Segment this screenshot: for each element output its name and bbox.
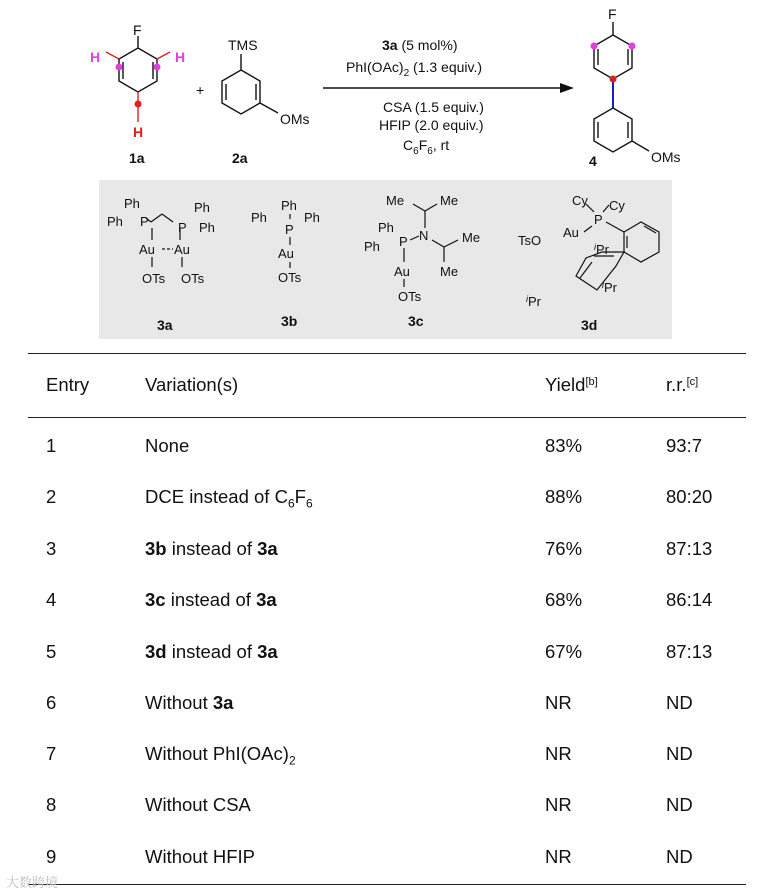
r2-top-group: TMS [228, 37, 258, 53]
cell-rr: ND [666, 794, 693, 815]
condition-additive: HFIP (2.0 equiv.) [379, 117, 484, 133]
cat3c-me: Me [440, 193, 459, 208]
table-row [28, 431, 746, 461]
table-row [28, 482, 746, 512]
cat3a-ph: Ph [199, 220, 215, 235]
cat3d-p: P [594, 212, 603, 227]
cat3d-cy: Cy [572, 193, 588, 208]
cell-variation: 3d instead of 3a [145, 641, 278, 662]
table-row [28, 585, 746, 615]
cat3a-ph: Ph [124, 196, 140, 211]
header-variation: Variation(s) [145, 374, 239, 395]
cell-entry: 7 [46, 743, 57, 764]
cell-variation: Without CSA [145, 794, 251, 815]
cell-yield: NR [545, 692, 572, 713]
cat3a-p: P [178, 220, 187, 235]
r1-h-label: H [133, 124, 144, 140]
catalyst-label-3b: 3b [281, 313, 298, 329]
condition-oxidant: $PhI(OAc)_2$ (1.3 equiv.) [346, 59, 483, 79]
cell-rr: 93:7 [666, 435, 703, 456]
cat3a-au: Au [174, 242, 190, 257]
p-substituent-label: F [608, 6, 617, 22]
condition-solvent: $C_6F_6$, rt [403, 137, 450, 157]
cell-rr: 87:13 [666, 641, 713, 662]
header-entry: Entry [46, 374, 90, 395]
cell-entry: 3 [46, 538, 57, 559]
cell-variation: DCE instead of $C_6F_6$ [145, 486, 313, 511]
cell-entry: 4 [46, 589, 57, 610]
cell-yield: 76% [545, 538, 583, 559]
compound-label-2a: 2a [232, 150, 248, 166]
compound-label-4: 4 [589, 153, 597, 169]
cell-entry: 6 [46, 692, 57, 713]
cat3b-ph: Ph [304, 210, 320, 225]
compound-label-1a: 1a [129, 150, 145, 166]
catalyst-label-3d: 3d [581, 317, 598, 333]
cat3a-ots: OTs [181, 271, 205, 286]
cell-yield: NR [545, 846, 572, 867]
cat3c-ots: OTs [398, 289, 422, 304]
cell-rr: ND [666, 743, 693, 764]
results-table [28, 0, 746, 894]
p-side-group: OMs [651, 149, 681, 165]
cell-rr: 80:20 [666, 486, 713, 507]
cat3b-ots: OTs [278, 270, 302, 285]
cell-entry: 2 [46, 486, 57, 507]
cell-yield: NR [545, 743, 572, 764]
cell-entry: 8 [46, 794, 57, 815]
cat3c-ph: Ph [364, 239, 380, 254]
table-row [28, 790, 746, 820]
header-yield: Yield[b] [545, 374, 598, 395]
cell-variation: Without $PhI(OAc)_2$ [145, 743, 296, 768]
cell-rr: ND [666, 846, 693, 867]
cat3d-au: Au [563, 225, 579, 240]
cat3a-ots: OTs [142, 271, 166, 286]
watermark: 大数跨境 [6, 875, 59, 890]
cell-rr: 86:14 [666, 589, 713, 610]
table-row [28, 842, 746, 872]
cat3d-ipr: $^i$Pr [602, 280, 617, 295]
table-header-row [28, 370, 746, 400]
cat3c-me: Me [386, 193, 405, 208]
cell-rr: ND [666, 692, 693, 713]
cat3d-tso: TsO [518, 233, 542, 248]
cat3c-p: P [399, 234, 408, 249]
cat3a-ph: Ph [107, 214, 123, 229]
header-rr: r.r.[c] [666, 374, 699, 395]
cell-variation: Without HFIP [145, 846, 255, 867]
cell-rr: 87:13 [666, 538, 713, 559]
cat3c-n: N [419, 228, 429, 243]
cell-yield: 67% [545, 641, 583, 662]
cat3c-ph: Ph [378, 220, 394, 235]
cell-yield: 88% [545, 486, 583, 507]
cell-yield: NR [545, 794, 572, 815]
cell-variation: None [145, 435, 190, 456]
cat3c-me: Me [462, 230, 481, 245]
cat3d-ipr: $^i$Pr [526, 294, 541, 309]
table-row [28, 534, 746, 564]
cat3b-ph: Ph [251, 210, 267, 225]
table-row [28, 688, 746, 718]
cat3c-me: Me [440, 264, 459, 279]
cell-entry: 5 [46, 641, 57, 662]
cell-variation: 3b instead of 3a [145, 538, 278, 559]
r1-h-label: H [90, 49, 101, 65]
table-row [28, 739, 746, 769]
cell-variation: Without 3a [145, 692, 234, 713]
condition-acid: CSA (1.5 equiv.) [383, 99, 484, 115]
cat3a-au: Au [139, 242, 155, 257]
cell-variation: 3c instead of 3a [145, 589, 277, 610]
r1-h-label: H [175, 49, 186, 65]
cell-entry: 1 [46, 435, 57, 456]
cat3d-ipr: $^i$Pr [594, 242, 609, 257]
plus-sign: + [196, 82, 205, 98]
table-row [28, 637, 746, 667]
catalyst-label-3a: 3a [157, 317, 173, 333]
cell-yield: 68% [545, 589, 583, 610]
cat3a-p: P [140, 214, 149, 229]
r2-side-group: OMs [280, 111, 310, 127]
cell-entry: 9 [46, 846, 57, 867]
cat3b-au: Au [278, 246, 294, 261]
cat3b-ph: Ph [281, 198, 297, 213]
cat3d-cy: Cy [609, 198, 625, 213]
cat3b-p: P [285, 222, 294, 237]
r1-substituent-label: F [133, 22, 142, 38]
cell-yield: 83% [545, 435, 583, 456]
catalyst-label-3c: 3c [408, 313, 424, 329]
cat3a-ph: Ph [194, 200, 210, 215]
cat3c-au: Au [394, 264, 410, 279]
condition-catalyst: 3a (5 mol%) [382, 37, 458, 53]
